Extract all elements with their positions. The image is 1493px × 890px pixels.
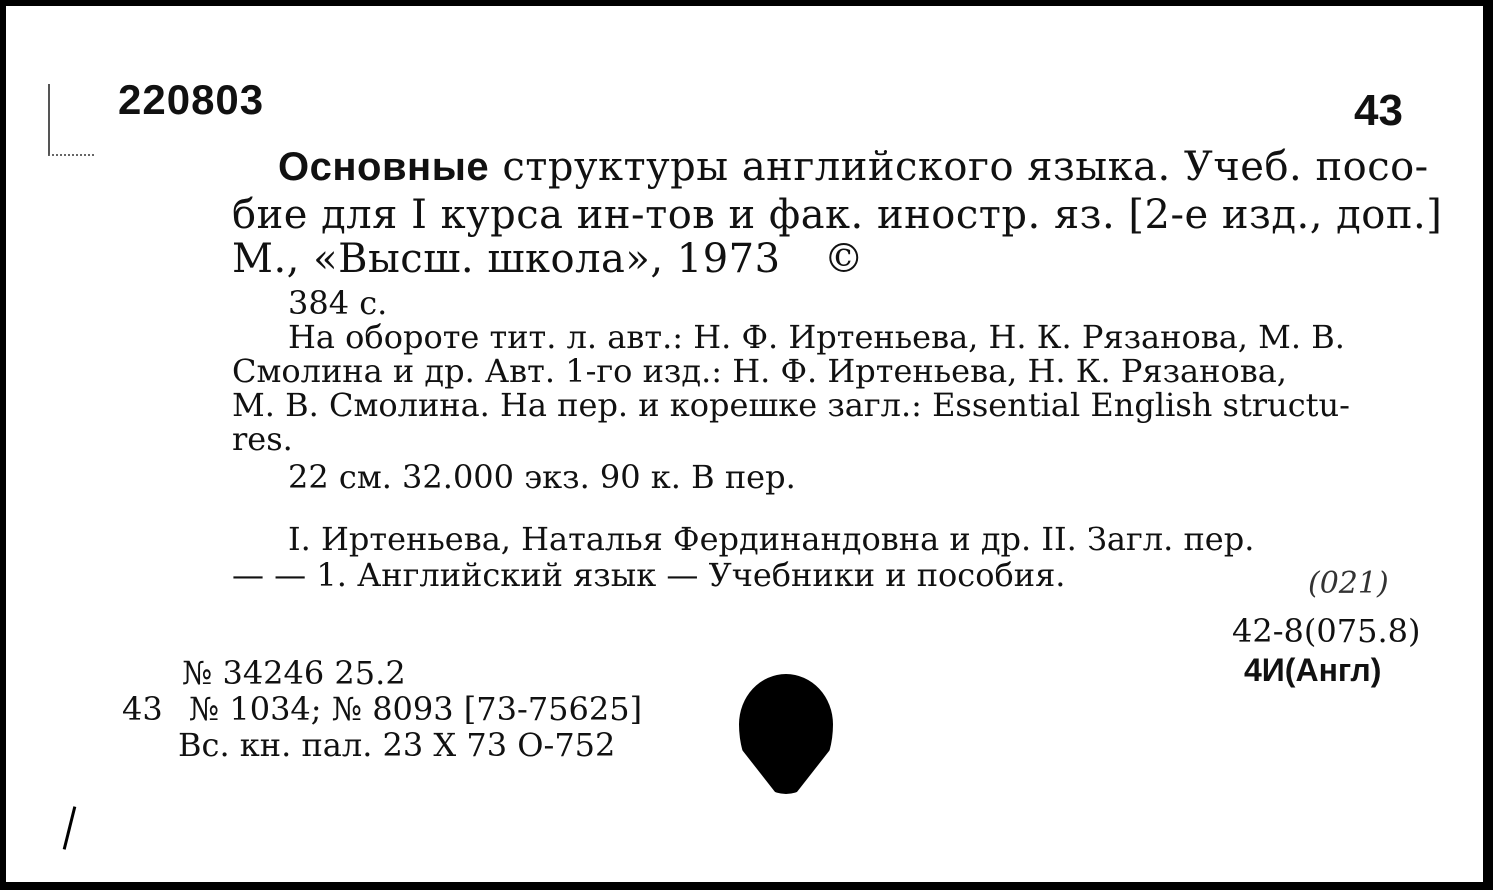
class-subject: 4И(Англ) bbox=[1244, 652, 1382, 688]
title-bold-word: Основные bbox=[278, 145, 490, 189]
stamp-corner-mark bbox=[48, 84, 94, 156]
catalog-card bbox=[4, 4, 1485, 884]
title-line-1-text: структуры английского языка. Учеб. посо- bbox=[502, 144, 1429, 190]
copyright-symbol: © bbox=[823, 236, 865, 282]
note-line-1: На обороте тит. л. авт.: Н. Ф. Иртеньева, Н. К. Рязанова, М. В. bbox=[288, 318, 1345, 356]
punched-hole-mark bbox=[739, 674, 833, 794]
margin-slash-mark bbox=[63, 806, 77, 849]
tracing-line-1: I. Иртеньева, Наталья Фердинандовна и др. II. Загл. пер. bbox=[288, 520, 1255, 558]
order-line-2-text: № 1034; № 8093 [73-75625] bbox=[188, 690, 643, 728]
order-line-3: Вс. кн. пал. 23 X 73 О-752 bbox=[178, 726, 616, 764]
tracing-line-2: — — 1. Английский язык — Учебники и пособия. bbox=[232, 556, 1066, 594]
imprint-text: М., «Высш. школа», 1973 bbox=[232, 236, 781, 282]
order-line-2 bbox=[122, 690, 642, 728]
class-number: 42-8(075.8) bbox=[1232, 612, 1421, 650]
title-line-3 bbox=[232, 236, 864, 282]
title-line-2: бие для I курса ин-тов и фак. иностр. яз. [2-е изд., доп.] bbox=[232, 192, 1443, 238]
call-mark: 43 bbox=[1354, 86, 1403, 135]
pages: 384 с. bbox=[288, 284, 388, 322]
order-prefix: 43 bbox=[122, 690, 163, 728]
note-line-2: Смолина и др. Авт. 1-го изд.: Н. Ф. Иртеньева, Н. К. Рязанова, bbox=[232, 352, 1287, 390]
handwritten-code: (021) bbox=[1308, 566, 1389, 601]
inventory-number: 220803 bbox=[118, 76, 265, 123]
physical-description: 22 см. 32.000 экз. 90 к. В пер. bbox=[288, 458, 796, 496]
note-line-4: res. bbox=[232, 420, 293, 458]
title-line-1 bbox=[278, 144, 1429, 190]
order-line-1: № 34246 25.2 bbox=[182, 654, 406, 692]
note-line-3: М. В. Смолина. На пер. и корешке загл.: Essential English structu- bbox=[232, 386, 1350, 424]
